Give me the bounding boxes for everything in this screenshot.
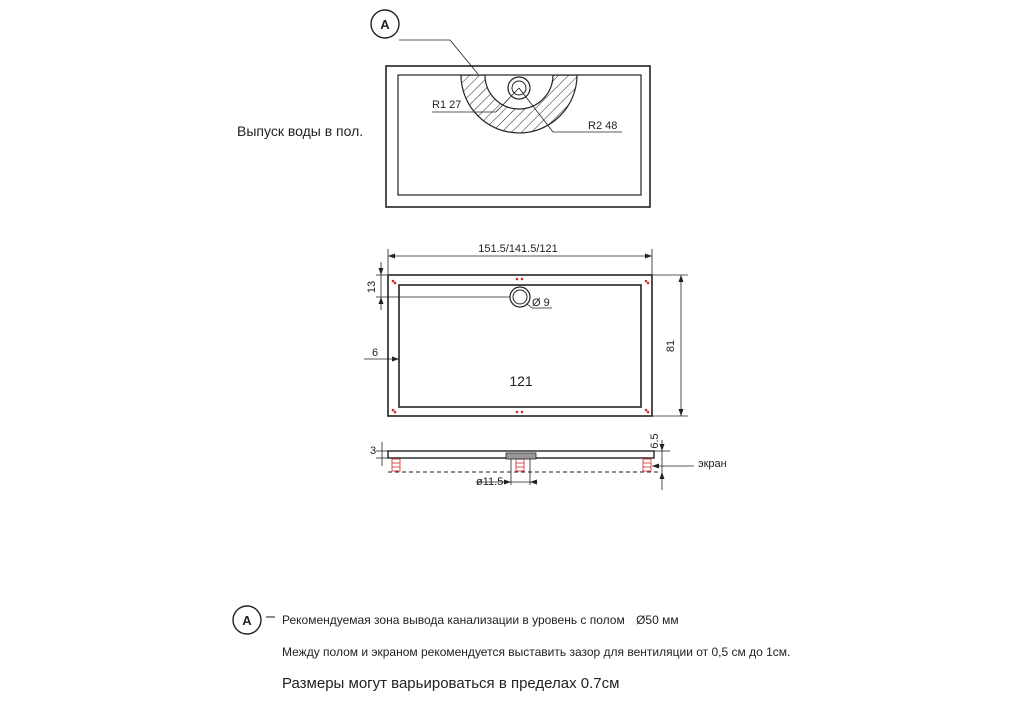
callout-a-label: A <box>380 17 390 32</box>
pipe-diameter-label: ø11.5 <box>476 476 504 488</box>
note-line-1-diameter: Ø50 мм <box>636 613 679 627</box>
r1-label: R1 27 <box>432 99 462 111</box>
gap-label: 6.5 <box>649 433 661 449</box>
notes-dash: – <box>266 608 275 625</box>
note-line-1-text: Рекомендуемая зона вывода канализации в уровень с полом <box>282 613 625 627</box>
edge-offset-label: 6 <box>371 347 379 359</box>
pipe-arrow-left <box>504 480 511 485</box>
screen-leader-arrow <box>652 464 659 469</box>
gap-arrow-down <box>660 472 665 479</box>
note-line-3: Размеры могут варьироваться в пределах 0.7см <box>282 675 620 692</box>
top-offset-arrow-up <box>379 268 384 275</box>
callout-leader-diagonal <box>450 40 478 74</box>
height-arrow-down <box>679 409 684 416</box>
height-label: 81 <box>665 339 677 353</box>
drain-diameter-label: Ø 9 <box>532 297 550 309</box>
inner-width-label: 121 <box>509 373 533 389</box>
notes-callout-label: A <box>242 613 252 628</box>
width-dim-arrow-left <box>388 254 395 259</box>
pipe-arrow-right <box>530 480 537 485</box>
thickness-label: 3 <box>369 445 377 457</box>
width-dim-arrow-right <box>645 254 652 259</box>
r2-label: R2 48 <box>588 120 618 132</box>
top-view <box>371 10 650 207</box>
plan-view <box>364 243 688 416</box>
edge-offset-arrow-right <box>392 357 399 362</box>
legs <box>392 459 651 471</box>
top-offset-label: 13 <box>366 280 378 294</box>
top-view-caption: Выпуск воды в пол. <box>237 123 364 139</box>
drain-fitting <box>506 453 536 459</box>
top-offset-arrow-down <box>379 297 384 304</box>
side-view <box>370 433 727 490</box>
screen-label: экран <box>698 458 727 470</box>
height-arrow-up <box>679 275 684 282</box>
overall-width-label: 151.5/141.5/121 <box>478 243 558 255</box>
note-line-2: Между полом и экраном рекомендуется выставить зазор для вентиляции от 0,5 см до 1см. <box>282 645 791 659</box>
note-line-1 <box>282 613 679 627</box>
